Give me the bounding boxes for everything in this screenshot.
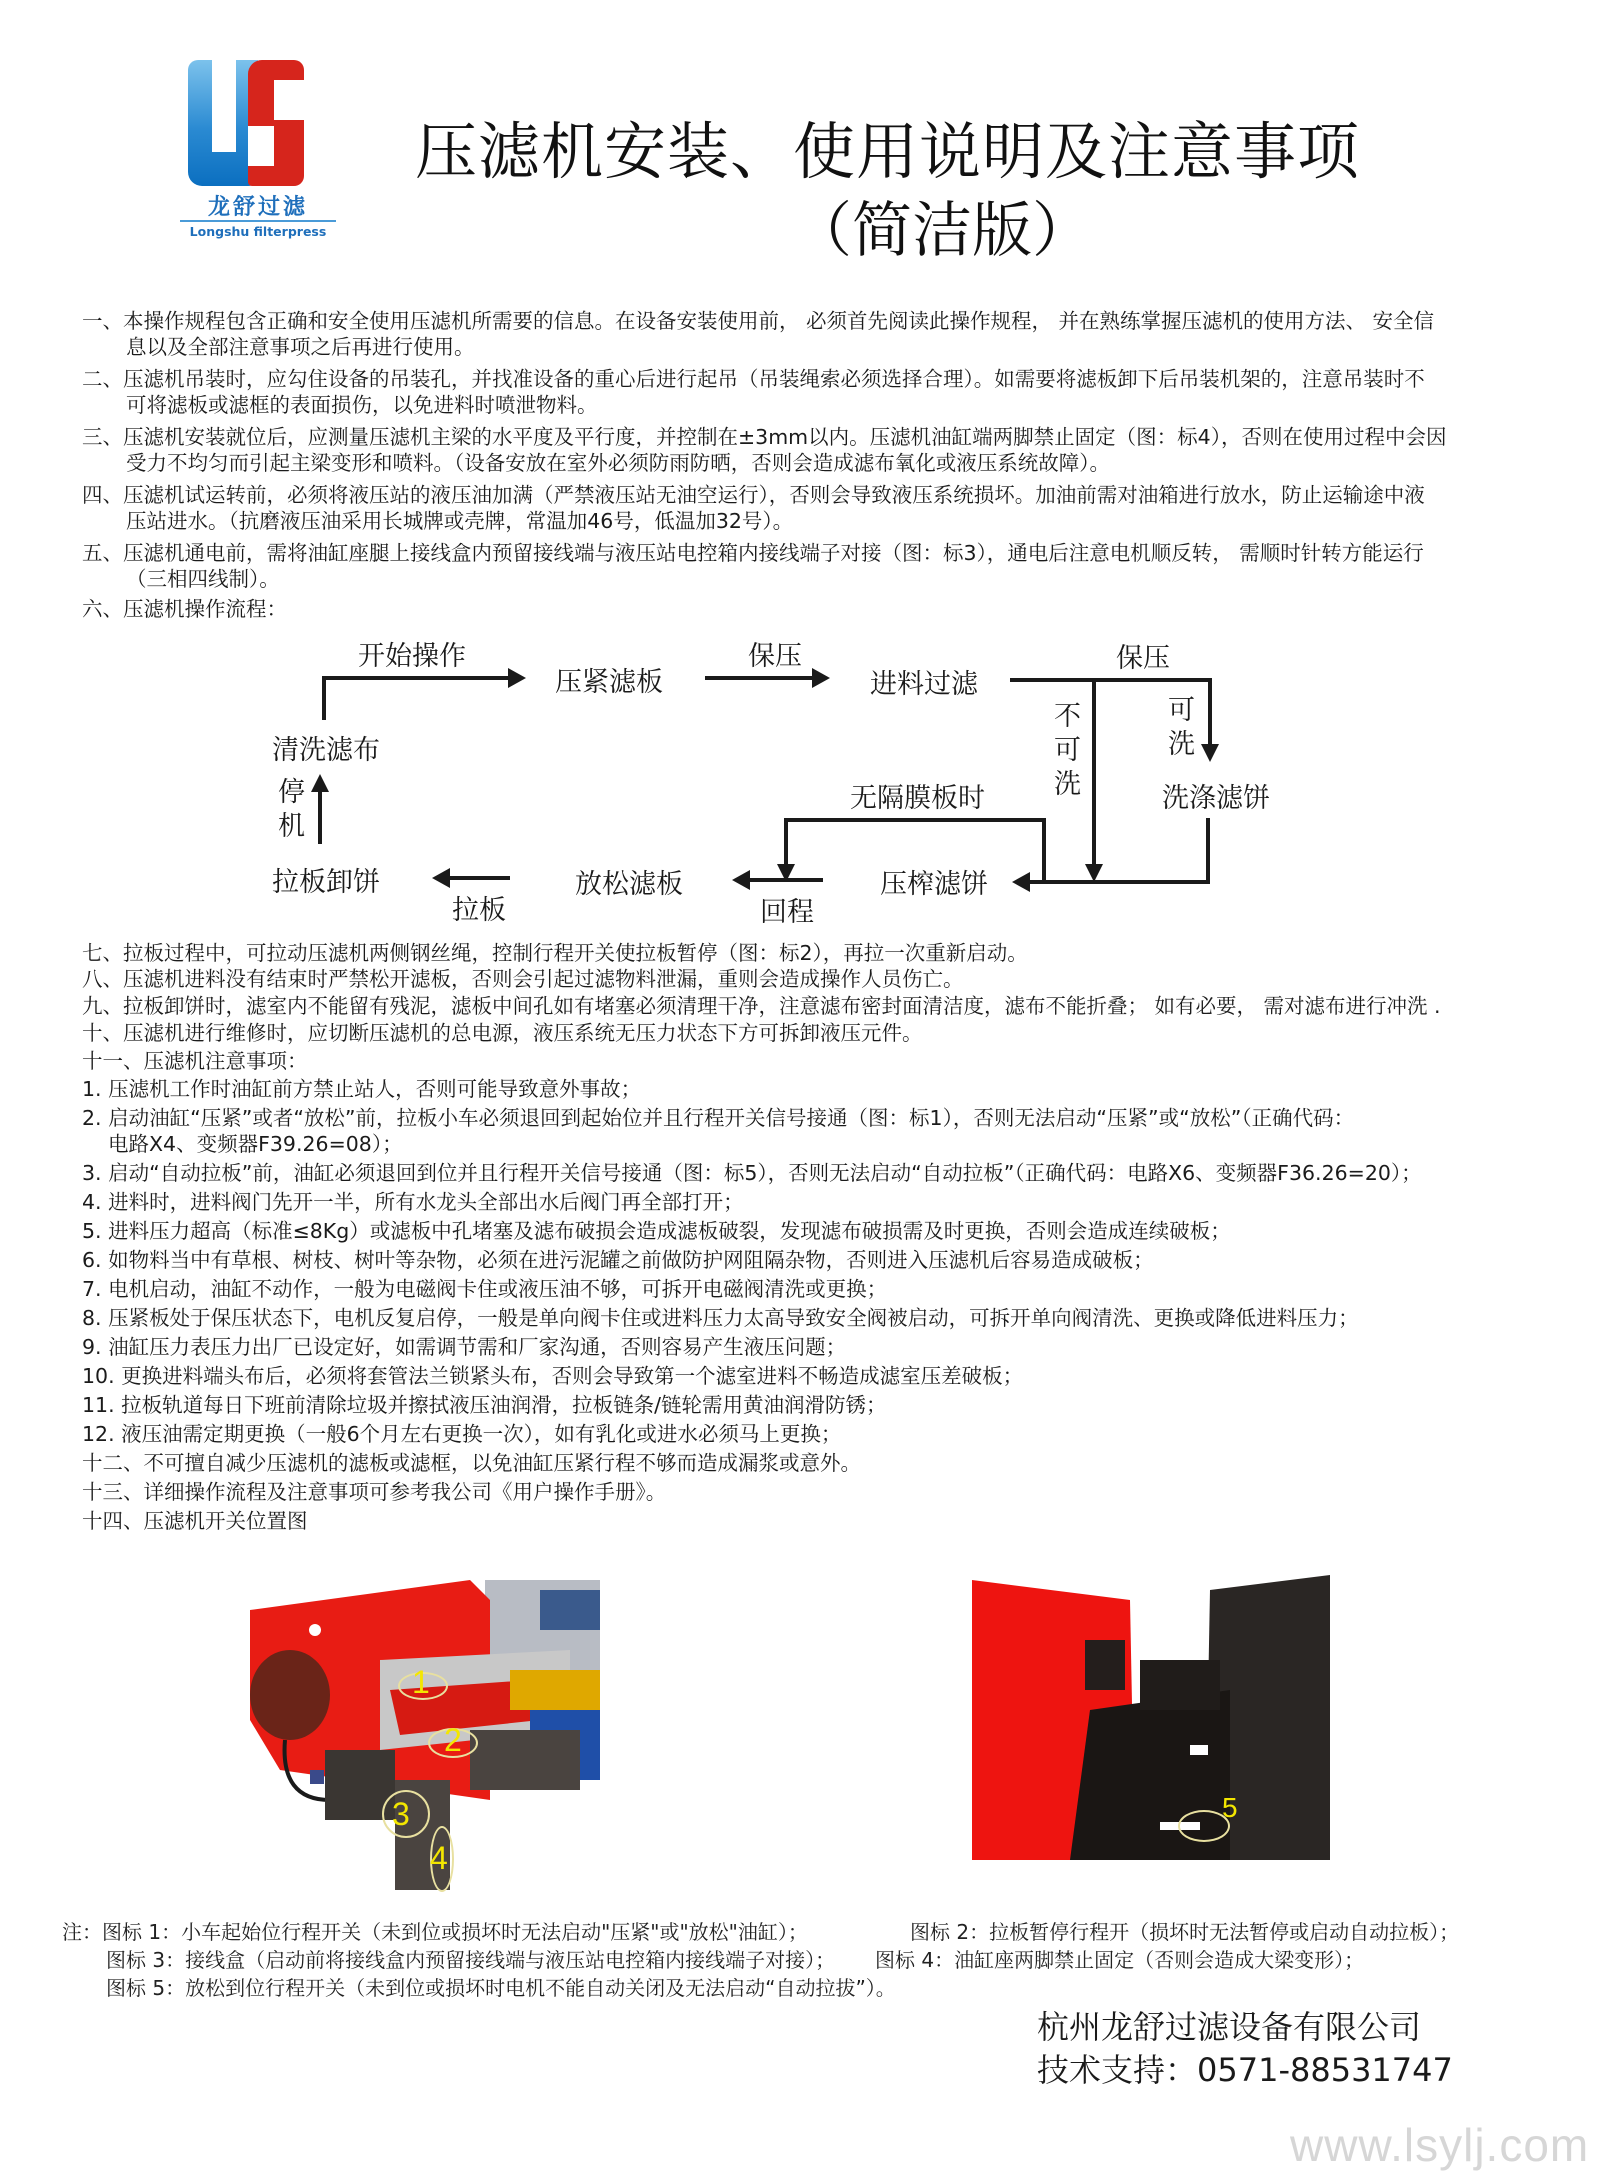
precaution-item: 12. 液压油需定期更换（一般6个月左右更换一次），如有乳化或进水必须马上更换； xyxy=(82,1422,842,1446)
filter-press-photo-left xyxy=(240,1570,600,1890)
flow-line xyxy=(784,818,788,868)
precaution-item: 6. 如物料当中有草根、树枝、树叶等杂物，必须在进污泥罐之前做防护网阻隔杂物，否则进入压滤机后容易造成破板； xyxy=(82,1248,1154,1272)
node-squeeze-cake: 压榨滤饼 xyxy=(880,869,988,900)
section-3-line-2: 受力不均匀而引起主梁变形和喷料。（设备安放在室外必须防雨防晒，否则会造成滤布氧化或液压系统故障）。 xyxy=(126,451,1110,475)
flow-line xyxy=(318,790,322,844)
section-1-line-2: 息以及全部注意事项之后再进行使用。 xyxy=(126,335,475,359)
section-14-heading: 十四、压滤机开关位置图 xyxy=(82,1509,308,1533)
edge-label-pull: 拉板 xyxy=(452,895,506,926)
section-5-line-1: 五、压滤机通电前，需将油缸座腿上接线盒内预留接线端与液压站电控箱内接线端子对接（图：标3），通电后注意电机顺反转， 需顺时针转方能运行 xyxy=(82,541,1424,565)
arrow-right-icon xyxy=(812,668,830,688)
logo-brand-en: Longshu filterpress xyxy=(189,224,327,239)
node-wash-cake: 洗涤滤饼 xyxy=(1162,783,1270,814)
node-press-plates: 压紧滤板 xyxy=(555,667,663,698)
arrow-right-icon xyxy=(508,668,526,688)
section-9: 九、拉板卸饼时，滤室内不能留有残泥，滤板中间孔如有堵塞必须清理干净，注意滤布密封面清洁度，滤布不能折叠； 如有必要， 需对滤布进行冲洗 . xyxy=(82,994,1441,1018)
edge-label-hold-1: 保压 xyxy=(748,641,802,672)
note-icon-1: 注：图标 1：小车起始位行程开关（未到位或损坏时无法启动"压紧"或"放松"油缸）； xyxy=(62,1920,808,1944)
precaution-item: 11. 拉板轨道每日下班前清除垃圾并擦拭液压油润滑，拉板链条/链轮需用黄油润滑防锈； xyxy=(82,1393,887,1417)
marker-4: 4 xyxy=(430,1840,448,1876)
company-logo xyxy=(188,58,328,248)
precaution-item: 8. 压紧板处于保压状态下，电机反复启停，一般是单向阀卡住或进料压力太高导致安全阀被启动，可拆开单向阀清洗、更换或降低进料压力； xyxy=(82,1306,1359,1330)
note-icon-3: 图标 3：接线盒（启动前将接线盒内预留接线端与液压站电控箱内接线端子对接）； xyxy=(106,1948,836,1972)
arrow-left-icon xyxy=(732,870,750,890)
section-2-line-1: 二、压滤机吊装时，应勾住设备的吊装孔，并找准设备的重心后进行起吊（吊装绳索必须选择合理）。如需要将滤板卸下后吊装机架的，注意吊装时不 xyxy=(82,367,1425,391)
section-7: 七、拉板过程中，可拉动压滤机两侧钢丝绳，控制行程开关使拉板暂停（图：标2），再拉一次重新启动。 xyxy=(82,941,1028,965)
marker-3: 3 xyxy=(392,1796,410,1832)
section-8: 八、压滤机进料没有结束时严禁松开滤板，否则会引起过滤物料泄漏，重则会造成操作人员伤亡。 xyxy=(82,967,964,991)
edge-label-start: 开始操作 xyxy=(358,641,466,672)
precaution-item-cont: 电路X4、变频器F39.26=08）； xyxy=(108,1132,403,1156)
page-subtitle: （简洁版） xyxy=(792,196,1092,266)
section-2-line-2: 可将滤板或滤框的表面损伤，以免进料时喷泄物料。 xyxy=(126,393,598,417)
section-1-line-1: 一、本操作规程包含正确和安全使用压滤机所需要的信息。在设备安装使用前， 必须首先阅读此操作规程， 并在熟练掌握压滤机的使用方法、 安全信 xyxy=(82,309,1435,333)
arrow-left-icon xyxy=(432,868,450,888)
edge-label-stop: 停机 xyxy=(278,777,305,842)
node-pull-unload: 拉板卸饼 xyxy=(272,867,380,898)
precaution-item: 7. 电机启动，油缸不动作，一般为电磁阀卡住或液压油不够，可拆开电磁阀清洗或更换； xyxy=(82,1277,888,1301)
arrow-left-icon xyxy=(1012,872,1030,892)
flow-line xyxy=(1206,818,1210,884)
flow-line xyxy=(1208,678,1212,748)
flow-line xyxy=(1092,678,1096,868)
edge-label-hold-2: 保压 xyxy=(1116,643,1170,674)
section-3-line-1: 三、压滤机安装就位后，应测量压滤机主梁的水平度及平行度，并控制在±3mm以内。压滤机油缸端两脚禁止固定（图：标4），否则在使用过程中会因 xyxy=(82,425,1447,449)
node-feed-filter: 进料过滤 xyxy=(870,669,978,700)
node-release-plates: 放松滤板 xyxy=(575,869,683,900)
edge-label-not-washable: 不可洗 xyxy=(1054,701,1081,800)
section-11-heading: 十一、压滤机注意事项： xyxy=(82,1049,308,1073)
note-icon-5: 图标 5：放松到位行程开关（未到位或损坏时电机不能自动关闭及无法启动“自动拉拔”）。 xyxy=(106,1976,896,2000)
website-watermark: www.lsylj.com xyxy=(1290,2119,1590,2171)
note-icon-2: 图标 2：拉板暂停行程开（损坏时无法暂停或启动自动拉板）； xyxy=(910,1920,1460,1944)
support-phone: 技术支持：0571-88531747 xyxy=(1037,2051,1453,2089)
marker-1: 1 xyxy=(412,1664,430,1700)
precaution-item: 10. 更换进料端头布后，必须将套管法兰锁紧头布，否则会导致第一个滤室进料不畅造成滤室压差破板； xyxy=(82,1364,1024,1388)
flow-line xyxy=(1030,880,1210,884)
node-clean-cloth: 清洗滤布 xyxy=(272,735,380,766)
arrow-up-icon xyxy=(311,774,329,792)
precaution-item: 1. 压滤机工作时油缸前方禁止站人，否则可能导致意外事故； xyxy=(82,1077,642,1101)
logo-shape-cut xyxy=(274,80,304,120)
filter-press-photo-right xyxy=(960,1560,1330,1880)
logo-shape-cut xyxy=(248,126,274,166)
section-6-heading: 六、压滤机操作流程： xyxy=(82,597,287,621)
flow-line xyxy=(748,878,823,882)
edge-label-return: 回程 xyxy=(760,897,814,928)
filter-press-illustration xyxy=(240,1570,600,1890)
marker-5: 5 xyxy=(1222,1792,1238,1823)
limit-switch-illustration xyxy=(960,1560,1330,1880)
logo-brand-cn: 龙舒过滤 xyxy=(207,194,308,220)
precaution-item: 5. 进料压力超高（标准≤8Kg）或滤板中孔堵塞及滤布破损会造成滤板破裂，发现滤布破损需及时更换，否则会造成连续破板； xyxy=(82,1219,1231,1243)
precaution-item: 2. 启动油缸“压紧”或者“放松”前，拉板小车必须退回到起始位并且行程开关信号接通（图：标1），否则无法启动“压紧”或“放松”（正确代码： xyxy=(82,1106,1355,1130)
logo-shape-cut xyxy=(212,58,236,152)
logo-divider xyxy=(180,220,336,222)
edge-label-no-membrane: 无隔膜板时 xyxy=(850,783,985,814)
marker-2: 2 xyxy=(444,1722,462,1758)
flow-line xyxy=(322,676,510,680)
arrow-down-icon xyxy=(1201,744,1219,762)
edge-label-washable: 可洗 xyxy=(1168,695,1195,760)
precaution-item: 4. 进料时，进料阀门先开一半，所有水龙头全部出水后阀门再全部打开； xyxy=(82,1190,744,1214)
precaution-item: 3. 启动“自动拉板”前，油缸必须退回到位并且行程开关信号接通（图：标5），否则无法启动“自动拉板”（正确代码：电路X6、变频器F36.26=20）； xyxy=(82,1161,1422,1185)
flow-line xyxy=(1010,678,1212,682)
flow-line xyxy=(705,676,815,680)
logo-letter-s xyxy=(248,60,304,186)
section-13: 十三、详细操作流程及注意事项可参考我公司《用户操作手册》。 xyxy=(82,1480,667,1504)
section-5-line-2: （三相四线制）。 xyxy=(126,567,280,591)
note-icon-4: 图标 4：油缸座两脚禁止固定（否则会造成大梁变形）； xyxy=(875,1948,1365,1972)
flow-line xyxy=(448,876,510,880)
section-12: 十二、不可擅自减少压滤机的滤板或滤框，以免油缸压紧行程不够而造成漏浆或意外。 xyxy=(82,1451,861,1475)
section-4-line-1: 四、压滤机试运转前，必须将液压站的液压油加满（严禁液压站无油空运行），否则会导致液压系统损坏。加油前需对油箱进行放水，防止运输途中液 xyxy=(82,483,1425,507)
flow-line xyxy=(322,676,326,720)
company-name: 杭州龙舒过滤设备有限公司 xyxy=(1037,2008,1422,2046)
page-title: 压滤机安装、使用说明及注意事项 xyxy=(415,115,1361,188)
section-10: 十、压滤机进行维修时，应切断压滤机的总电源，液压系统无压力状态下方可拆卸液压元件。 xyxy=(82,1021,923,1045)
flow-line xyxy=(1042,818,1046,882)
section-4-line-2: 压站进水。（抗磨液压油采用长城牌或壳牌，常温加46号，低温加32号）。 xyxy=(126,509,794,533)
flow-line xyxy=(784,818,1046,822)
precaution-item: 9. 油缸压力表压力出厂已设定好，如需调节需和厂家沟通，否则容易产生液压问题； xyxy=(82,1335,847,1359)
